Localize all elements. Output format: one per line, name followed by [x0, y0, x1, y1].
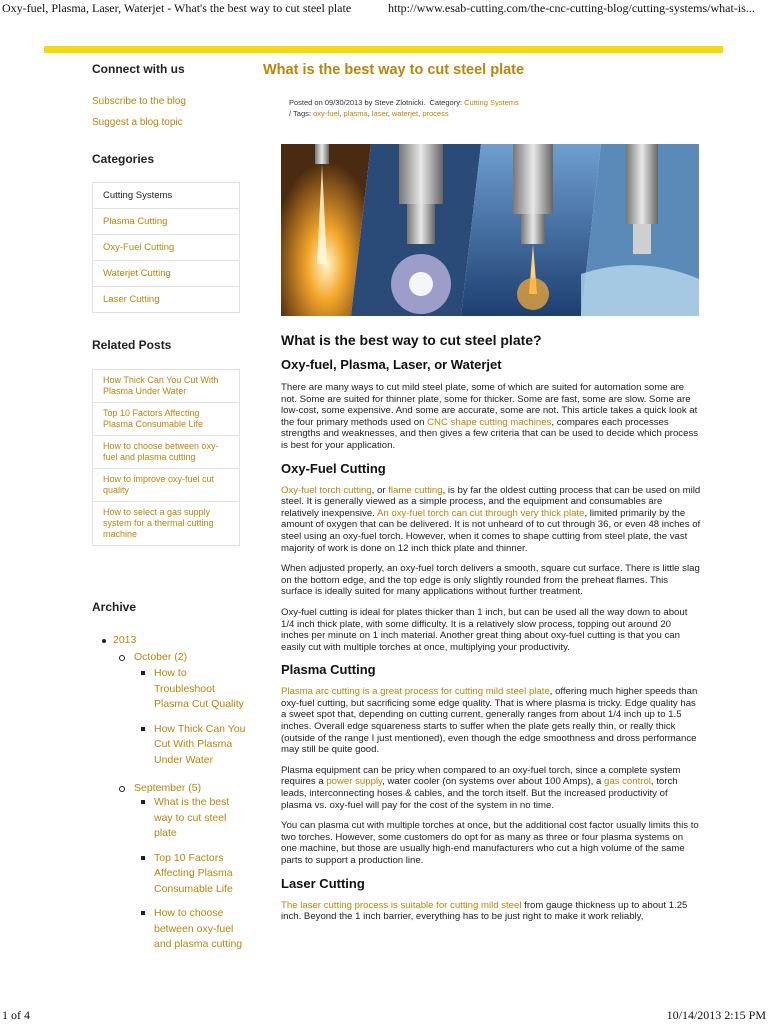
- archive-post: [154, 851, 249, 898]
- tags-label: / Tags:: [289, 109, 311, 118]
- archive-heading: Archive: [92, 600, 137, 614]
- archive-post-link[interactable]: How Thick Can You Cut With Plasma Under Water: [154, 722, 246, 766]
- archive-post-link[interactable]: How to Troubleshoot Plasma Cut Quality: [154, 667, 244, 710]
- archive-year: [92, 634, 252, 953]
- oxy-paragraph-1: [281, 485, 701, 555]
- archive-post-link[interactable]: How to choose between oxy-fuel and plasma cutting: [154, 907, 243, 950]
- categories-heading: Categories: [92, 152, 155, 166]
- disc-bullet-icon: [102, 639, 106, 643]
- plasma-arc-link[interactable]: Plasma arc cutting is a great process for cutting mild steel plate: [281, 686, 550, 698]
- category-label: Category:: [429, 98, 463, 107]
- archive-post: [154, 795, 249, 842]
- subscribe-link[interactable]: Subscribe to the blog: [92, 96, 186, 107]
- text: , torch leads, interconnecting hoses & cables, and the torch itself. But the increased productivity of plasma vs. oxy-fuel will pay for the cost of the system in no time.: [281, 776, 678, 811]
- print-page-url: http://www.esab-cutting.com/the-cnc-cutting-blog/cutting-systems/what-is...: [388, 1, 755, 15]
- square-bullet-icon: [141, 671, 145, 675]
- header-yellow-bar: [44, 46, 723, 53]
- text: , limited primarily by the amount of oxygen that can be delivered. It is not unheard of to cut through 36, or even 48 inches of steel using an oxy-fuel torch. However, when it comes to shape cutting from steel plate, the vast majority of work is done on 12 inch thick plate and thinner.: [281, 507, 701, 554]
- post-title: What is the best way to cut steel plate: [263, 62, 525, 78]
- plasma-heading: Plasma Cutting: [281, 662, 376, 678]
- archive-post: [154, 906, 249, 953]
- print-page-number: 1 of 4: [2, 1008, 30, 1022]
- archive-month-october: [134, 651, 252, 768]
- related-post-item[interactable]: How to choose between oxy-fuel and plasma cutting: [93, 435, 239, 468]
- tag-link[interactable]: process: [422, 109, 449, 118]
- main-content: [263, 62, 703, 923]
- related-post-item[interactable]: How to select a gas supply system for a thermal cutting machine: [93, 501, 239, 545]
- archive-month-link[interactable]: September (5): [134, 782, 202, 794]
- post-date-author: Posted on 09/30/2013 by Steve Zlotnicki.: [289, 98, 426, 107]
- related-posts-heading: Related Posts: [92, 338, 172, 352]
- archive-month-link[interactable]: October (2): [134, 651, 188, 663]
- archive-month-september: [134, 782, 252, 953]
- archive-post-link[interactable]: What is the best way to cut steel plate: [154, 796, 230, 839]
- intro-paragraph: [281, 382, 701, 452]
- square-bullet-icon: [141, 856, 145, 860]
- square-bullet-icon: [141, 800, 145, 804]
- category-waterjet-cutting[interactable]: Waterjet Cutting: [93, 260, 239, 286]
- suggest-topic-link[interactable]: Suggest a blog topic: [92, 117, 183, 128]
- laser-heading: Laser Cutting: [281, 875, 365, 891]
- article-subtitle: Oxy-fuel, Plasma, Laser, or Waterjet: [281, 357, 502, 372]
- tag-link[interactable]: oxy-fuel: [313, 109, 340, 118]
- oxy-fuel-link[interactable]: Oxy-fuel torch cutting: [281, 484, 372, 496]
- plasma-paragraph-2: [281, 765, 701, 811]
- text: , offering much higher speeds than oxy-fuel cutting, but sacrificing some edge quality. That is where plasma is tricky. Edge quality has a sweet spot that, depending on cutting current, generally ranges from about 1/4 inch up to 1.5 inches. Overall edge squareness starts to suffer when the plate gets really thin, or really thick (outside of the range I just mentioned), even though the edge smoothness and dross performance may still be quite good.: [281, 686, 698, 756]
- text: There are many ways to cut mild steel plate, some of which are suited for automation some are not. Some are suited for thinner plate, some for thicker. Some are fast, some are slow. Some are low-cost, some expensive. And some are accurate, some are not. This article takes a quick look at the four primary methods used on: [281, 382, 698, 428]
- gas-control-link[interactable]: gas control: [603, 776, 651, 788]
- power-supply-link[interactable]: power supply: [326, 776, 383, 788]
- article-heading: What is the best way to cut steel plate?: [281, 332, 542, 348]
- cutting-collage-image: [281, 144, 699, 316]
- text: Plasma equipment can be pricy when compared to an oxy-fuel torch, since a complete system requires a: [281, 764, 681, 788]
- category-laser-cutting[interactable]: Laser Cutting: [93, 286, 239, 312]
- text: , is by far the oldest cutting process that can be used on mild steel. It is generally viewed as a simple process, and the equipment and consumables are relatively inexpensive.: [281, 484, 701, 519]
- archive-post: [154, 722, 249, 769]
- text: , water cooler (on systems over about 100 Amps), a: [382, 776, 604, 788]
- laser-paragraph-1: [281, 900, 701, 923]
- hero-image-cutting-processes: [281, 144, 699, 316]
- print-page-title: Oxy-fuel, Plasma, Laser, Waterjet - What's the best way to cut steel plate: [2, 1, 352, 15]
- article-body: [281, 332, 701, 932]
- oxy-paragraph-2: When adjusted properly, an oxy-fuel torch delivers a smooth, square cut surface. There is little slag on the bottom edge, and the top edge is only slightly rounded from the preheat flames. This surface is ideally suited for many applications without further treatment.: [281, 563, 700, 598]
- text: , compares each processes strengths and weaknesses, and then gives a few criteria that can be used to decide which process is best for your application.: [281, 416, 699, 451]
- related-post-item[interactable]: Top 10 Factors Affecting Plasma Consumable Life: [93, 402, 239, 435]
- related-post-item[interactable]: How Thick Can You Cut With Plasma Under Water: [103, 375, 219, 396]
- related-post-item[interactable]: How to improve oxy-fuel cut quality: [93, 468, 239, 501]
- plasma-paragraph-1: [281, 686, 701, 756]
- post-meta: Posted on 09/30/2013 by Steve Zlotnicki. Category: Cutting Systems / Tags: oxy-fuel, plasma, laser, waterjet, process: [289, 98, 519, 118]
- print-footer: [0, 1006, 768, 1024]
- print-datetime: 10/14/2013 2:15 PM: [666, 1008, 766, 1022]
- categories-list: [92, 182, 240, 313]
- laser-process-link[interactable]: The laser cutting process is suitable for cutting mild steel: [281, 899, 522, 911]
- category-plasma-cutting[interactable]: Plasma Cutting: [93, 208, 239, 234]
- circle-bullet-icon: [119, 655, 125, 661]
- cnc-machines-link[interactable]: CNC shape cutting machines: [427, 416, 552, 428]
- category-cutting-systems[interactable]: Cutting Systems: [103, 190, 173, 201]
- archive-tree: [92, 634, 252, 953]
- tag-link[interactable]: laser: [371, 109, 388, 118]
- plasma-paragraph-3: You can plasma cut with multiple torches at once, but the additional cost factor usually limits this to two torches. However, some customers do opt for as many as three or four plasma systems on one machine, but those are usually high-end manufacturers who cut a high volume of the same parts to support a production line.: [281, 820, 699, 866]
- oxy-fuel-heading: Oxy-Fuel Cutting: [281, 460, 386, 476]
- text: , or: [371, 484, 389, 496]
- flame-cutting-link[interactable]: flame cutting: [388, 484, 443, 496]
- connect-heading: Connect with us: [92, 62, 185, 76]
- circle-bullet-icon: [119, 786, 125, 792]
- tag-link[interactable]: plasma: [343, 109, 368, 118]
- print-header: [0, 0, 768, 18]
- square-bullet-icon: [141, 911, 145, 915]
- archive-year-link[interactable]: 2013: [113, 634, 137, 646]
- related-posts-list: [92, 369, 240, 546]
- archive-section: [92, 600, 252, 953]
- tag-link[interactable]: waterjet: [391, 109, 419, 118]
- square-bullet-icon: [141, 727, 145, 731]
- archive-post: [154, 666, 249, 713]
- oxy-paragraph-3: Oxy-fuel cutting is ideal for plates thicker than 1 inch, but can be used all the way down to about 1/4 inch thick plate, with some difficulty. It is a relatively slow process, topping out around 20 inches per minute on 1 inch material. Another great thing about oxy-fuel cutting is that you can easily cut with multiple torches at once, multiplying your productivity.: [281, 606, 688, 653]
- category-oxy-fuel-cutting[interactable]: Oxy-Fuel Cutting: [93, 234, 239, 260]
- thick-plate-link[interactable]: An oxy-fuel torch can cut through very thick plate: [377, 507, 585, 519]
- archive-post-link[interactable]: Top 10 Factors Affecting Plasma Consumable Life: [154, 851, 233, 895]
- post-category-link[interactable]: Cutting Systems: [464, 98, 519, 107]
- sidebar: [92, 62, 240, 546]
- text: from gauge thickness up to about 1.25 inch. Beyond the 1 inch barrier, everything has to be just right to make it work reliably,: [281, 899, 688, 923]
